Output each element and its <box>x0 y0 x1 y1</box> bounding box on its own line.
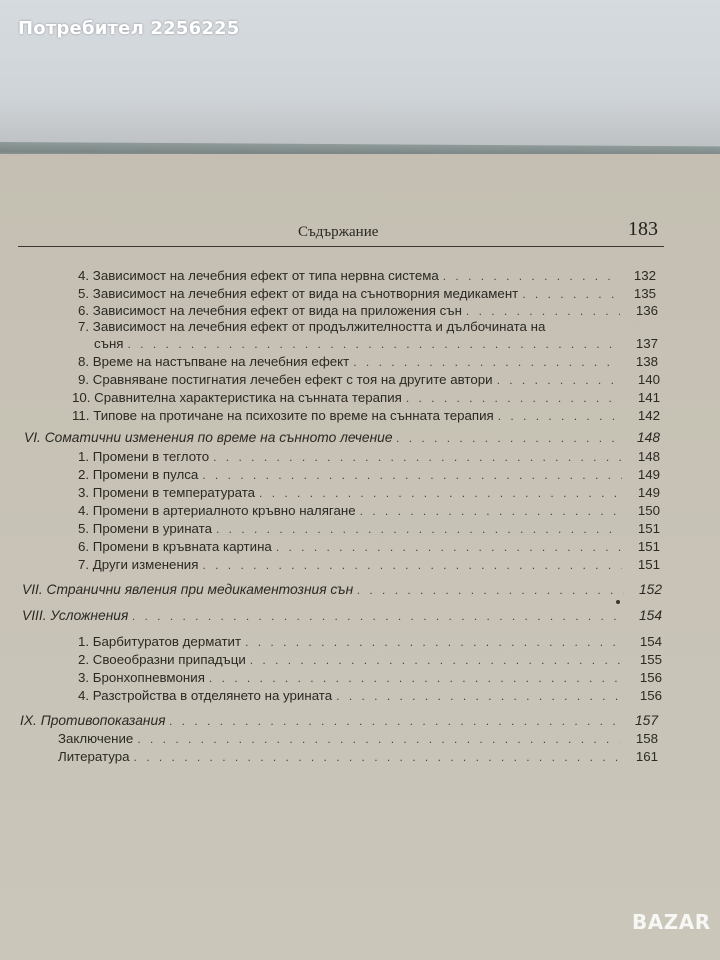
toc-entry: 4. Зависимост на лечебния ефект от типа нервна система . . . 132 <box>78 268 656 286</box>
toc-entry: 6. Промени в кръвната картина . . . 151 <box>78 539 660 557</box>
toc-entry: съня . . . 137 <box>94 336 658 354</box>
user-watermark: Потребител 2256225 <box>18 18 240 39</box>
toc-chapter: VI. Соматични изменения по време на сънното лечение . . . 148 <box>24 430 660 448</box>
toc-entry: Литература . . . 161 <box>58 749 658 767</box>
toc-entry: 5. Зависимост на лечебния ефект от вида на сънотворния медикамент . . . 135 <box>78 286 656 304</box>
toc-entry: 3. Бронхопневмония . . . 156 <box>78 670 662 688</box>
toc-entry: 2. Своеобразни припадъци . . . 155 <box>78 652 662 670</box>
toc-entry: 11. Типове на протичане на психозите по време на сънната терапия . . . 142 <box>72 408 660 426</box>
toc-chapter: VII. Странични явления при медикаментозния сън . . . 152 <box>22 582 662 600</box>
toc-chapter: VIII. Усложнения . . . 154 <box>22 608 662 626</box>
toc-entry: 7. Зависимост на лечебния ефект от продължителността и дълбочината на <box>78 319 546 334</box>
toc-entry: 5. Промени в урината . . . 151 <box>78 521 660 539</box>
toc-entry: 6. Зависимост на лечебния ефект от вида на приложения сън . . . 136 <box>78 303 658 321</box>
marketplace-logo: BAZAR <box>632 910 711 934</box>
toc-entry: 3. Промени в температурата . . . 149 <box>78 485 660 503</box>
toc-entry: 8. Време на настъпване на лечебния ефект . . . 138 <box>78 354 658 372</box>
ink-spot <box>616 600 620 604</box>
toc-entry: 1. Барбитуратов дерматит . . . 154 <box>78 634 662 652</box>
toc-entry: 1. Промени в теглото . . . 148 <box>78 449 660 467</box>
toc-chapter: IX. Противопоказания . . . 157 <box>20 713 658 731</box>
toc-entry: 4. Разстройства в отделянето на урината . . . 156 <box>78 688 662 706</box>
toc-entry: 4. Промени в артериалното кръвно налягане . . . 150 <box>78 503 660 521</box>
toc-entry: 10. Сравнителна характеристика на сънната терапия . . . 141 <box>72 390 660 408</box>
toc-entry: 9. Сравняване постигнатия лечебен ефект с тоя на другите автори . . . 140 <box>78 372 660 390</box>
page-title: Съдържание <box>298 224 379 240</box>
toc-entry: Заключение . . . 158 <box>58 731 658 749</box>
toc-entry: 2. Промени в пулса . . . 149 <box>78 467 660 485</box>
page-number: 183 <box>628 218 658 240</box>
toc-entry: 7. Други изменения . . . 151 <box>78 557 660 575</box>
